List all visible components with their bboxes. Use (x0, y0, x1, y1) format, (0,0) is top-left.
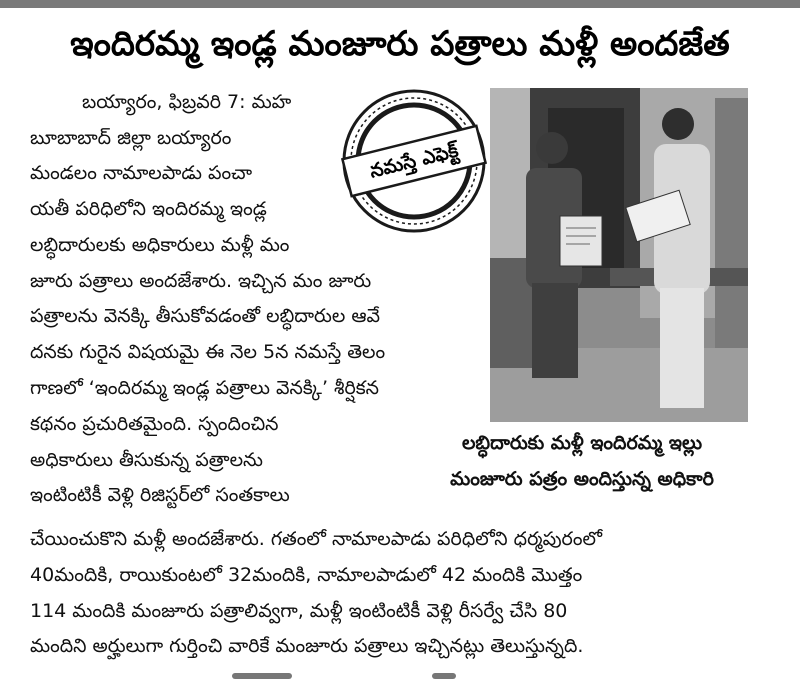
article-line: యతీ పరిధిలోని ఇందిరమ్మ ఇండ్ల (30, 198, 267, 220)
article-line: ఇంటింటికీ వెళ్లి రిజిస్టర్‌లో సంతకాలు (30, 484, 290, 506)
article-line: లబ్ధిదారులకు అధికారులు మళ్లీ మం (30, 234, 290, 256)
clipped-text-fragment (432, 673, 456, 679)
clipped-text-fragment (232, 673, 292, 679)
article-line: మందిని అర్హులుగా గుర్తించి వారికే మంజూరు పత్రాలు ఇచ్చినట్లు తెలుస్తున్నది. (30, 635, 584, 657)
article-line: చేయించుకొని మళ్లీ అందజేశారు. గతంలో నామాలపాడు పరిధిలోని ధర్మపురంలో (30, 528, 602, 550)
stamp-text: నమస్తే ఎఫెక్ట్ (367, 139, 461, 183)
news-photo (490, 88, 748, 422)
article-line: మండలం నామాలపాడు పంచా (30, 162, 253, 184)
namaste-effect-stamp (339, 86, 489, 236)
article-line: కథనం ప్రచురితమైంది. స్పందించిన (30, 413, 279, 435)
article-line: పత్రాలను వెనక్కి తీసుకోవడంతో లబ్ధిదారుల ఆవే (30, 305, 381, 327)
article-line: జూరు పత్రాలు అందజేశారు. ఇచ్చిన మం జూరు (30, 270, 372, 292)
photo-caption-line: మంజూరు పత్రం అందిస్తున్న అధికారి (450, 468, 714, 490)
top-rule (0, 0, 800, 8)
article-line: దనకు గురైన విషయమై ఈ నెల 5న నమస్తే తెలం (30, 341, 386, 363)
article-line: బయ్యారం, ఫిబ్రవరి 7: మహ (82, 91, 292, 113)
photo-scene (490, 88, 748, 422)
article-line: 40మందికి, రాయికుంటలో 32మందికి, నామాలపాడులో 42 మందికి మొత్తం (30, 564, 583, 586)
article-line: గాణలో ‘ఇందిరమ్మ ఇండ్ల పత్రాలు వెనక్కి’ శీర్షికన (30, 377, 380, 399)
article-line: బూబాబాద్ జిల్లా బయ్యారం (30, 127, 232, 149)
article-line: 114 మందికి మంజూరు పత్రాలివ్వగా, మళ్లీ ఇంటింటికీ వెళ్లి రీసర్వే చేసి 80 (30, 600, 568, 622)
article-line: అధికారులు తీసుకున్న పత్రాలను (30, 449, 263, 471)
headline: ఇందిరమ్మ ఇండ్ల మంజూరు పత్రాలు మళ్లీ అందజేత (70, 24, 730, 64)
photo-caption-line: లబ్ధిదారుకు మళ్లీ ఇందిరమ్మ ఇల్లు (461, 432, 703, 454)
